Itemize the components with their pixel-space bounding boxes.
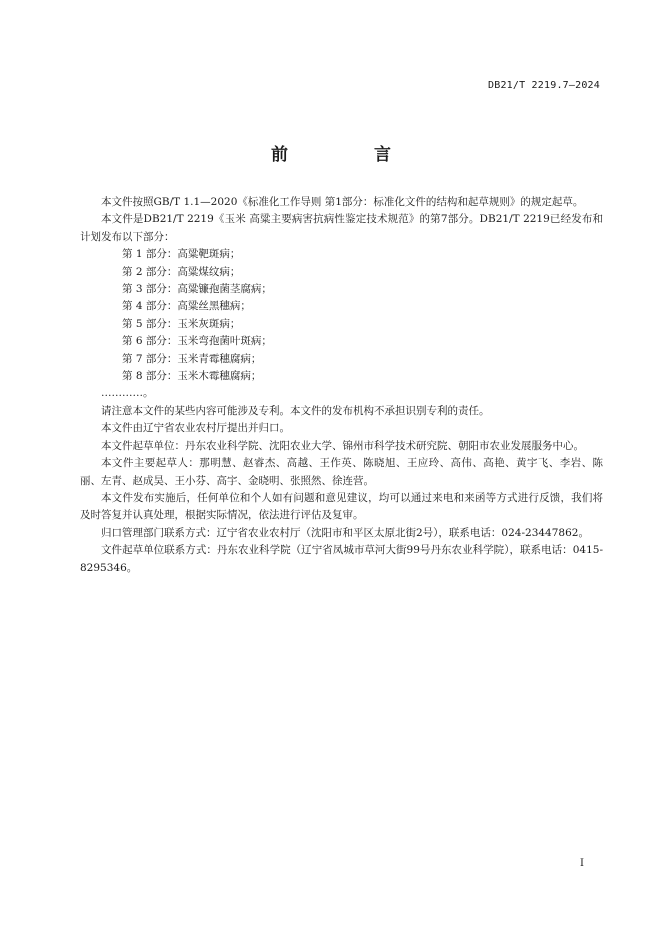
page-number: I <box>580 858 584 869</box>
list-item: 第 7 部分：玉米青霉穗腐病； <box>122 352 262 365</box>
parts-list <box>80 246 603 385</box>
list-item: 第 8 部分：玉米木霉穗腐病； <box>122 370 262 383</box>
document-code: DB21/T 2219.7—2024 <box>488 80 600 91</box>
list-item: 第 3 部分：高粱镰孢菌茎腐病； <box>122 283 272 296</box>
paragraph-admin-contact: 归口管理部门联系方式：辽宁省农业农村厅（沈阳市和平区太原北街2号），联系电话：024-23447862。 <box>101 526 589 539</box>
paragraph-drafters: 本文件主要起草人：那明慧、赵睿杰、高越、王作英、陈晓旭、王应玲、高伟、高艳、黄宇飞、李岩、陈丽、左青、赵成昊、王小芬、高宇、金晓明、张照然、徐连营。 <box>80 457 603 487</box>
paragraph-drafter-contact: 文件起草单位联系方式：丹东农业科学院（辽宁省凤城市草河大街99号丹东农业科学院），联系电话：0415-8295346。 <box>80 544 603 574</box>
list-ellipsis: …………。 <box>101 387 154 400</box>
list-item: 第 4 部分：高粱丝黑穗病； <box>122 300 251 313</box>
paragraph-drafting-units: 本文件起草单位：丹东农业科学院、沈阳农业大学、锦州市科学技术研究院、朝阳市农业发展服务中心。 <box>101 439 584 452</box>
list-item: 第 5 部分：玉米灰斑病； <box>122 317 241 330</box>
paragraph-feedback: 本文件发布实施后，任何单位和个人如有问题和意见建议，均可以通过来电和来函等方式进行反馈，我们将及时答复并认真处理，根据实际情况，依法进行评估及复审。 <box>80 491 603 522</box>
page-title: 前 言 <box>271 145 431 165</box>
list-item: 第 6 部分：玉米弯孢菌叶斑病； <box>122 335 272 348</box>
paragraph-series-intro: 本文件是DB21/T 2219《玉米 高粱主要病害抗病性鉴定技术规范》的第7部分。DB21/T 2219已经发布和计划发布以下部分： <box>80 213 603 243</box>
foreword-body <box>80 194 603 577</box>
paragraph-proposer: 本文件由辽宁省农业农村厅提出并归口。 <box>101 422 290 435</box>
paragraph-drafting-rules: 本文件按照GB/T 1.1—2020《标准化工作导则 第1部分：标准化文件的结构和起草规则》的规定起草。 <box>101 196 584 208</box>
list-item: 第 2 部分：高粱煤纹病； <box>122 265 241 278</box>
list-item: 第 1 部分：高粱靶斑病； <box>122 248 241 261</box>
paragraph-patent-notice: 请注意本文件的某些内容可能涉及专利。本文件的发布机构不承担识别专利的责任。 <box>101 404 490 417</box>
